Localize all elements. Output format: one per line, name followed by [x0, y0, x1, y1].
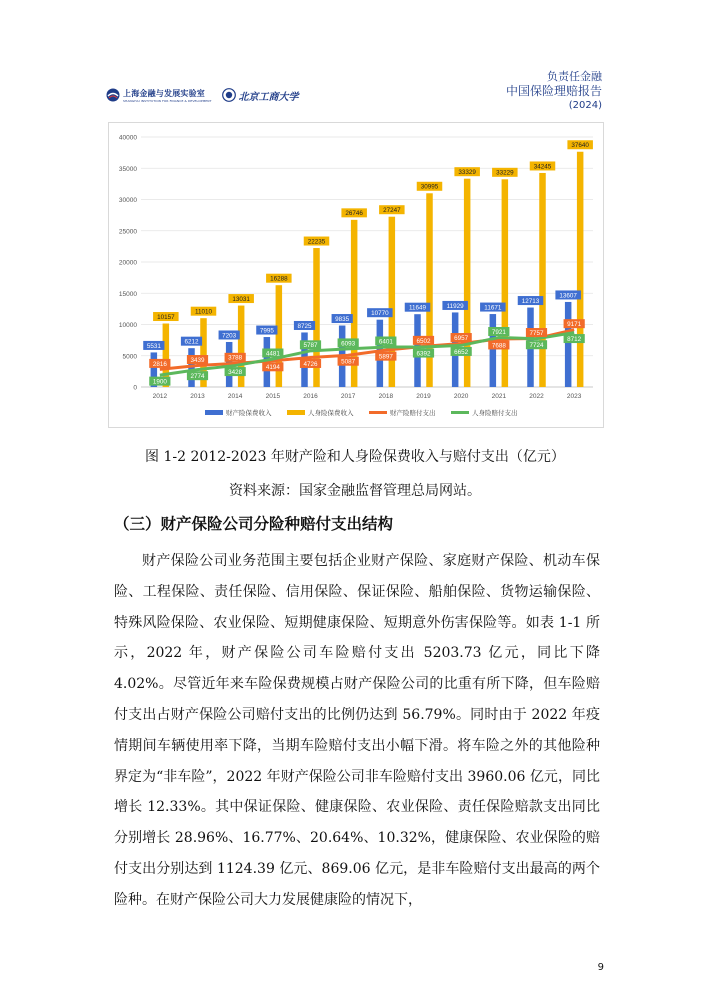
x-tick-label: 2015: [265, 393, 281, 400]
data-label-property-claims: 4726: [303, 360, 318, 368]
data-label-property-claims: 9171: [567, 321, 582, 329]
data-label-property-premium: 6212: [184, 338, 199, 346]
logo1-english-name: SHANGHAI INSTITUTION FOR FINANCE & DEVELOPMENT: [123, 98, 212, 103]
data-label-property-claims: 6957: [454, 334, 469, 342]
data-label-life-claims: 1900: [152, 378, 167, 386]
data-label-life-premium: 11010: [194, 308, 213, 316]
bar-life-premium: [426, 193, 433, 387]
body-text: [114, 546, 600, 916]
legend-label: 人身险保费收入: [308, 409, 354, 417]
data-label-property-premium: 9835: [335, 315, 350, 323]
data-label-life-premium: 13031: [232, 295, 250, 303]
data-label-life-premium: 34245: [533, 163, 552, 171]
data-label-property-premium: 10770: [371, 310, 389, 318]
logo1-chinese-name: 上海金融与发展实验室: [123, 88, 205, 98]
legend-swatch: [287, 410, 305, 415]
bar-property-premium: [490, 314, 497, 387]
bar-property-premium: [565, 302, 572, 387]
data-label-property-premium: 12713: [521, 297, 540, 305]
data-label-property-premium: 7995: [259, 327, 274, 335]
x-tick-label: 2019: [416, 393, 431, 400]
btbu-logo: [222, 88, 299, 103]
data-label-life-claims: 7921: [491, 328, 506, 336]
data-label-life-claims: 4481: [265, 350, 280, 358]
data-label-life-claims: 6652: [454, 348, 469, 356]
data-label-life-claims: 2774: [190, 373, 205, 381]
x-tick-label: 2016: [303, 393, 318, 400]
y-tick-label: 25000: [118, 228, 137, 236]
figure-source: 资料来源：国家金融监督管理总局网站。: [229, 483, 481, 499]
page-number: 9: [597, 962, 604, 973]
y-tick-label: 40000: [118, 134, 137, 142]
x-tick-label: 2017: [340, 393, 356, 400]
data-label-property-premium: 8725: [297, 322, 312, 330]
data-label-life-claims: 6093: [341, 340, 356, 348]
data-label-property-claims: 5087: [341, 358, 356, 366]
x-tick-label: 2020: [453, 393, 469, 400]
y-tick-label: 35000: [118, 165, 137, 173]
data-label-property-claims: 7757: [529, 329, 544, 337]
legend-label: 人身险赔付支出: [472, 409, 518, 417]
legend-label: 财产险保费收入: [226, 409, 272, 417]
report-header: [506, 70, 602, 112]
btbu-emblem-icon: [222, 88, 236, 102]
data-label-property-claims: 7688: [491, 342, 506, 350]
section-title: （三）财产保险公司分险种赔付支出结构: [114, 515, 394, 533]
bar-life-premium: [276, 285, 283, 387]
shanghai-institute-logo: [106, 88, 212, 103]
data-label-property-premium: 11929: [446, 302, 464, 310]
x-tick-label: 2018: [378, 393, 394, 400]
data-label-property-claims: 3788: [228, 354, 243, 362]
y-tick-label: 15000: [118, 290, 137, 298]
y-tick-label: 5000: [122, 353, 137, 361]
x-tick-label: 2012: [152, 393, 168, 400]
data-label-life-premium: 16288: [270, 275, 288, 283]
data-label-life-claims: 6401: [378, 338, 393, 346]
figure-caption: 图 1-2 2012-2023 年财产险和人身险保费收入与赔付支出（亿元）: [145, 449, 565, 465]
data-label-property-premium: 5531: [146, 342, 161, 350]
data-label-life-premium: 33229: [496, 169, 514, 177]
data-label-property-claims: 3439: [190, 356, 205, 364]
bar-life-premium: [502, 179, 509, 387]
data-label-life-claims: 5787: [303, 342, 318, 350]
data-label-property-premium: 11649: [408, 304, 427, 312]
data-label-life-premium: 37640: [571, 142, 589, 150]
data-label-property-premium: 7203: [222, 332, 237, 340]
body-paragraph: 财产保险公司业务范围主要包括企业财产保险、家庭财产保险、机动车保险、工程保险、责任保险、信用保险、保证保险、船舶保险、货物运输保险、特殊风险保险、农业保险、短期健康保险、短期意外伤害保险等。如表 1-1 所示，2022 年，财产保险公司车险赔付支出 5203.73 亿元，同比下降 4.02%。尽管近年来车险保费规模占财产保险公司的比重有所下降，但车险赔付支出占财产保险公司赔付支出的比例仍达到 56.79%。同时由于 2022 年疫情期间车辆使用率下降，当期车险赔付支出小幅下滑。将车险之外的其他险种界定为“非车险”，2022 年财产保险公司非车险赔付支出 3960.06 亿元，同比增长 12.33%。其中保证保险、健康保险、农业保险、责任保险赔款支出同比分别增长 28.96%、16.77%、20.64%、10.32%，健康保险、农业保险的赔付支出分别达到 1124.39 亿元、869.06 亿元，是非车险赔付支出最高的两个险种。在财产保险公司大力发展健康险的情况下，: [114, 553, 600, 908]
data-label-property-claims: 2816: [152, 360, 167, 368]
report-year: (2024): [568, 100, 602, 111]
header-logos: [106, 84, 299, 106]
report-title: 中国保险理赔报告: [505, 84, 602, 98]
data-label-property-claims: 5897: [378, 353, 393, 361]
data-label-property-premium: 11671: [484, 304, 502, 312]
data-label-property-claims: 6502: [416, 337, 431, 345]
legend-label: 财产险赔付支出: [390, 409, 436, 417]
y-tick-label: 10000: [118, 322, 137, 329]
x-tick-label: 2023: [566, 393, 582, 400]
data-label-life-premium: 33329: [458, 169, 476, 177]
data-label-life-premium: 26746: [345, 210, 363, 218]
data-label-life-premium: 30995: [420, 183, 439, 191]
premium-claims-chart: [108, 122, 604, 428]
bar-life-premium: [577, 152, 584, 387]
logo2-chinese-name: 北京工商大学: [238, 91, 299, 103]
report-series: 负责任金融: [547, 70, 602, 83]
data-label-life-claims: 8712: [567, 335, 582, 343]
x-tick-label: 2014: [227, 393, 243, 400]
data-label-life-claims: 6392: [416, 350, 431, 358]
data-label-life-premium: 27247: [383, 207, 401, 215]
bar-life-premium: [389, 217, 396, 387]
shanghai-institute-emblem-icon: [106, 88, 120, 102]
x-tick-label: 2022: [529, 393, 544, 400]
data-label-life-claims: 7724: [529, 342, 544, 350]
y-tick-label: 20000: [118, 259, 137, 267]
y-tick-label: 0: [133, 384, 137, 392]
data-label-property-claims: 4194: [265, 364, 280, 372]
bar-life-premium: [539, 173, 546, 387]
chart-svg: [109, 123, 603, 427]
data-label-life-premium: 22235: [307, 238, 326, 246]
legend-swatch: [205, 410, 223, 415]
y-tick-label: 30000: [118, 197, 137, 204]
data-label-life-claims: 3428: [228, 368, 243, 376]
data-label-life-premium: 10157: [157, 313, 175, 321]
x-tick-label: 2013: [190, 393, 205, 400]
x-tick-label: 2021: [491, 393, 507, 400]
data-label-property-premium: 13607: [559, 292, 577, 300]
